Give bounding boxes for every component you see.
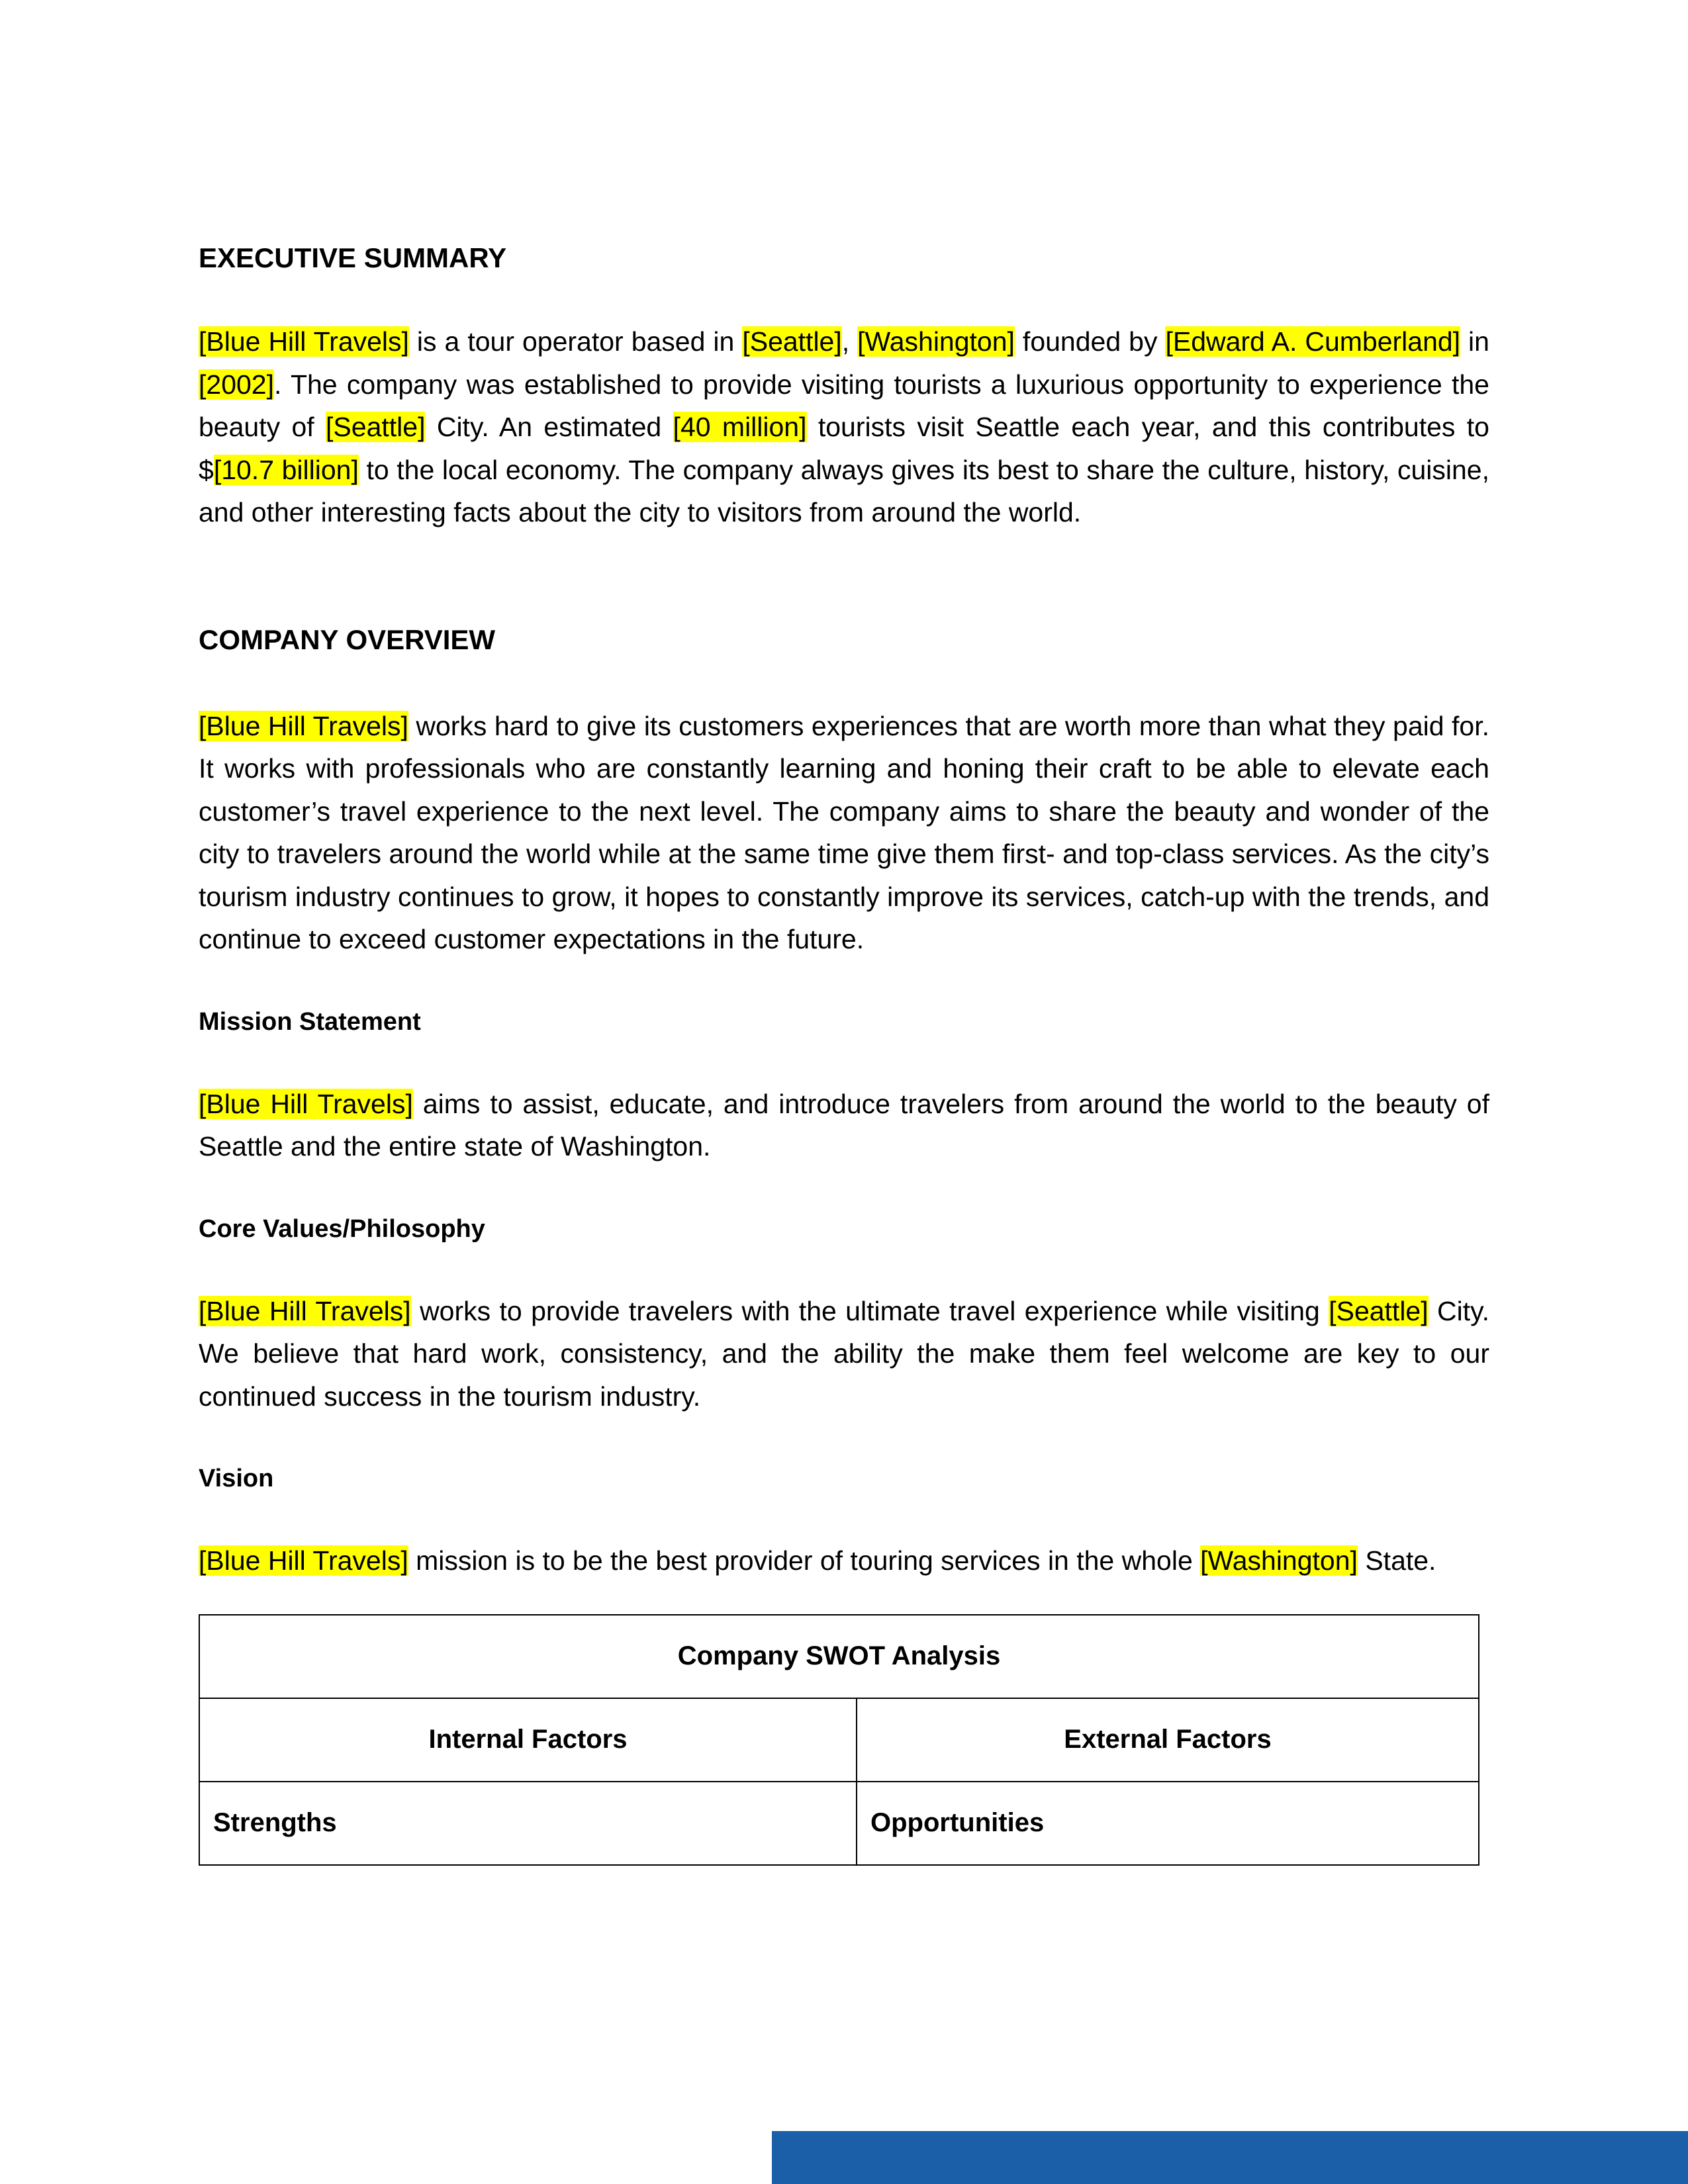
swot-strengths: Strengths <box>199 1782 857 1865</box>
paragraph-text: in <box>1460 326 1489 357</box>
company-overview-heading: COMPANY OVERVIEW <box>199 623 496 655</box>
core-values-heading: Core Values/Philosophy <box>199 1214 485 1243</box>
highlighted-placeholder: [Edward A. Cumberland] <box>1165 326 1461 357</box>
paragraph-text: works hard to give its customers experiences that are worth more than what they paid for. It works with professionals who are constantly learning and honing their craft to be able to elevate each customer’s travel experience to the next level. The company aims to share the beauty and wonder of the city to travelers around the world while at the same time give them first- and top-class services. As the city’s tourism industry continues to grow, it hopes to constantly improve its services, catch-up with the trends, and continue to exceed customer expectations in the future. <box>199 710 1489 954</box>
paragraph-text: tourists visit Seattle each year, and this contributes to $ <box>199 412 1489 485</box>
paragraph-text: City. An estimated <box>425 412 673 442</box>
paragraph-text: aims to assist, educate, and introduce travelers from around the world to the beauty of Seattle and the entire state of Washington. <box>199 1088 1489 1161</box>
mission-paragraph <box>199 1083 1489 1168</box>
paragraph-text: mission is to be the best provider of touring services in the whole <box>408 1545 1201 1576</box>
document-page <box>199 238 1489 1866</box>
vision-heading: Vision <box>199 1465 274 1492</box>
highlighted-placeholder: [Blue Hill Travels] <box>199 326 409 357</box>
highlighted-placeholder: [10.7 billion] <box>213 454 359 485</box>
swot-internal-factors: Internal Factors <box>199 1698 857 1782</box>
highlighted-placeholder: [Seattle] <box>326 412 426 442</box>
paragraph-text: State. <box>1357 1545 1436 1576</box>
vision-paragraph <box>199 1539 1489 1582</box>
highlighted-placeholder: [Washington] <box>857 326 1015 357</box>
swot-table <box>199 1614 1479 1866</box>
paragraph-text: . The company was established to provide visiting tourists a luxurious opportunity to experience the beauty of <box>199 369 1489 442</box>
highlighted-placeholder: [40 million] <box>673 412 807 442</box>
highlighted-placeholder: [Blue Hill Travels] <box>199 1088 413 1119</box>
paragraph-text: is a tour operator based in <box>408 326 743 357</box>
paragraph-text: to the local economy. The company always gives its best to share the culture, history, cuisine, and other interesting facts about the city to visitors from around the world. <box>199 454 1489 527</box>
highlighted-placeholder: [Blue Hill Travels] <box>199 1545 408 1576</box>
paragraph-text: , <box>841 326 858 357</box>
highlighted-placeholder: [Seattle] <box>1329 1295 1429 1326</box>
mission-heading: Mission Statement <box>199 1007 421 1036</box>
paragraph-text: founded by <box>1014 326 1166 357</box>
executive-summary-heading: EXECUTIVE SUMMARY <box>199 242 507 273</box>
footer-accent-bar <box>772 2131 1688 2184</box>
paragraph-text: City. We believe that hard work, consistency, and the ability the make them feel welcome are key to our continued success in the tourism industry. <box>199 1295 1489 1412</box>
paragraph-text: works to provide travelers with the ultimate travel experience while visiting <box>410 1295 1329 1326</box>
executive-summary-paragraph <box>199 320 1489 534</box>
swot-opportunities: Opportunities <box>857 1782 1479 1865</box>
swot-title: Company SWOT Analysis <box>199 1615 1479 1698</box>
company-overview-paragraph <box>199 705 1489 961</box>
highlighted-placeholder: [Washington] <box>1200 1545 1358 1576</box>
swot-external-factors: External Factors <box>857 1698 1479 1782</box>
highlighted-placeholder: [2002] <box>199 369 274 400</box>
highlighted-placeholder: [Seattle] <box>742 326 842 357</box>
core-values-paragraph <box>199 1290 1489 1418</box>
highlighted-placeholder: [Blue Hill Travels] <box>199 1295 411 1326</box>
highlighted-placeholder: [Blue Hill Travels] <box>199 710 408 741</box>
